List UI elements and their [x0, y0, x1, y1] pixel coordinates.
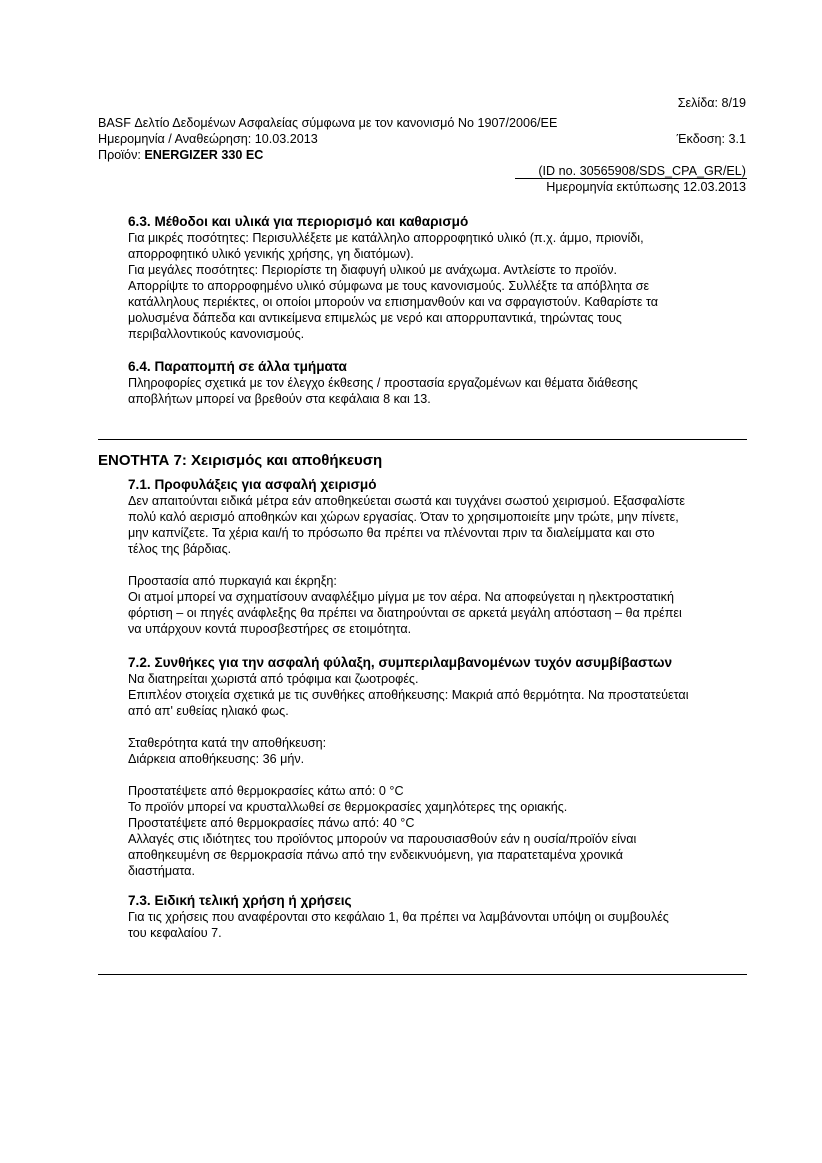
- version: Έκδοση: 3.1: [676, 132, 746, 146]
- text-line: απορροφητικό υλικό γενικής χρήσης, γη διατόμων).: [128, 247, 414, 261]
- id-number: (ID no. 30565908/SDS_CPA_GR/EL): [538, 164, 746, 178]
- text-line: Για μεγάλες ποσότητες: Περιορίστε τη διαφυγή υλικού με ανάχωμα. Αντλείστε το προϊόν.: [128, 263, 618, 277]
- section-title: 7.3. Ειδική τελική χρήση ή χρήσεις: [128, 893, 352, 908]
- product-name: ENERGIZER 330 EC: [144, 148, 264, 162]
- text-line: Το προϊόν μπορεί να κρυσταλλωθεί σε θερμοκρασίες χαμηλότερες της οριακής.: [128, 800, 568, 814]
- text-line: κατάλληλους περιέκτες, οι οποίοι μπορούν να επισημανθούν και να σφραγιστούν. Καθαρίστε τα: [128, 295, 659, 309]
- text-line: Για μικρές ποσότητες: Περισυλλέξετε με κατάλληλο απορροφητικό υλικό (π.χ. άμμο, πριονίδι,: [128, 231, 644, 245]
- text-line: Αλλαγές στις ιδιότητες του προϊόντος μπορούν να παρουσιασθούν εάν η ουσία/προϊόν είναι: [128, 832, 637, 846]
- text-line: μολυσμένα δάπεδα και αντικείμενα επιμελώς με νερό και απορρυπαντικά, τηρώντας τους: [128, 311, 622, 325]
- print-date: Ημερομηνία εκτύπωσης 12.03.2013: [546, 180, 746, 194]
- text-line: Προστατέψετε από θερμοκρασίες κάτω από: 0 °C: [128, 784, 404, 798]
- text-line: διαστήματα.: [128, 864, 195, 878]
- text-line: Να διατηρείται χωριστά από τρόφιμα και ζωοτροφές.: [128, 672, 419, 686]
- text-line: περιβαλλοντικούς κανονισμούς.: [128, 327, 305, 341]
- product-label: Προϊόν:: [98, 148, 145, 162]
- product-line: [98, 148, 263, 162]
- text-line: αποβλήτων μπορεί να βρεθούν στα κεφάλαια 8 και 13.: [128, 392, 431, 406]
- text-line: Σταθερότητα κατά την αποθήκευση:: [128, 736, 327, 750]
- text-line: να υπάρχουν κοντά πυροσβεστήρες σε ετοιμότητα.: [128, 622, 412, 636]
- text-line: του κεφαλαίου 7.: [128, 926, 222, 940]
- text-line: πολύ καλό αερισμό αποθηκών και χώρων εργασίας. Όταν το χρησιμοποιείτε μην τρώτε, μην πίνετε,: [128, 510, 679, 524]
- section-7-3: [128, 892, 748, 941]
- section-title: 6.4. Παραπομπή σε άλλα τμήματα: [128, 359, 347, 374]
- section-title: 6.3. Μέθοδοι και υλικά για περιορισμό και καθαρισμό: [128, 214, 469, 229]
- text-line: Δεν απαιτούνται ειδικά μέτρα εάν αποθηκεύεται σωστά και τυγχάνει σωστού χειρισμού. Εξασφαλίστε: [128, 494, 685, 508]
- text-line: Οι ατμοί μπορεί να σχηματίσουν αναφλέξιμο μίγμα με τον αέρα. Να αποφεύγεται η ηλεκτροστατική: [128, 590, 674, 604]
- section-6-3: [128, 213, 748, 342]
- section-divider: [98, 974, 747, 975]
- section-7-1: [128, 476, 748, 637]
- header-rule: [515, 178, 747, 179]
- section-title: 7.2. Συνθήκες για την ασφαλή φύλαξη, συμπεριλαμβανομένων τυχόν ασυμβίβαστων: [128, 655, 673, 670]
- text-line: Απορρίψτε το απορροφημένο υλικό σύμφωνα με τους κανονισμούς. Συλλέξτε τα απόβλητα σε: [128, 279, 650, 293]
- text-line: τέλος της βάρδιας.: [128, 542, 232, 556]
- document-title: BASF Δελτίο Δεδομένων Ασφαλείας σύμφωνα με τον κανονισμό Νο 1907/2006/ΕΕ: [98, 116, 558, 130]
- text-line: Επιπλέον στοιχεία σχετικά με τις συνθήκες αποθήκευσης: Μακριά από θερμότητα. Να προστατεύεται: [128, 688, 689, 702]
- section-6-4: [128, 358, 748, 407]
- section-7-2: [128, 654, 748, 879]
- text-line: φόρτιση – οι πηγές ανάφλεξης θα πρέπει να διατηρούνται σε αρκετά μεγάλη απόσταση – θα πρέπει: [128, 606, 682, 620]
- page-number: Σελίδα: 8/19: [677, 96, 746, 110]
- text-line: από απ' ευθείας ηλιακό φως.: [128, 704, 289, 718]
- section-title: 7.1. Προφυλάξεις για ασφαλή χειρισμό: [128, 477, 377, 492]
- paragraph: [128, 230, 748, 342]
- text-line: Για τις χρήσεις που αναφέρονται στο κεφάλαιο 1, θα πρέπει να λαμβάνονται υπόψη οι συμβουλές: [128, 910, 669, 924]
- section-divider: [98, 439, 747, 440]
- revision-date: Ημερομηνία / Αναθεώρηση: 10.03.2013: [98, 132, 318, 146]
- chapter-title: ΕΝΟΤΗΤΑ 7: Χειρισμός και αποθήκευση: [98, 452, 383, 469]
- text-line: Προστατέψετε από θερμοκρασίες πάνω από: 40 °C: [128, 816, 415, 830]
- text-line: μην καπνίζετε. Τα χέρια και/ή το πρόσωπο θα πρέπει να πλένονται πριν τα διαλείμματα και στο: [128, 526, 655, 540]
- text-line: αποθηκευμένη σε θερμοκρασία πάνω από την ενδεικνυόμενη, για παρατεταμένα χρονικά: [128, 848, 623, 862]
- text-line: Πληροφορίες σχετικά με τον έλεγχο έκθεσης / προστασία εργαζομένων και θέματα διάθεσης: [128, 376, 638, 390]
- text-line: Προστασία από πυρκαγιά και έκρηξη:: [128, 574, 337, 588]
- text-line: Διάρκεια αποθήκευσης: 36 μήν.: [128, 752, 305, 766]
